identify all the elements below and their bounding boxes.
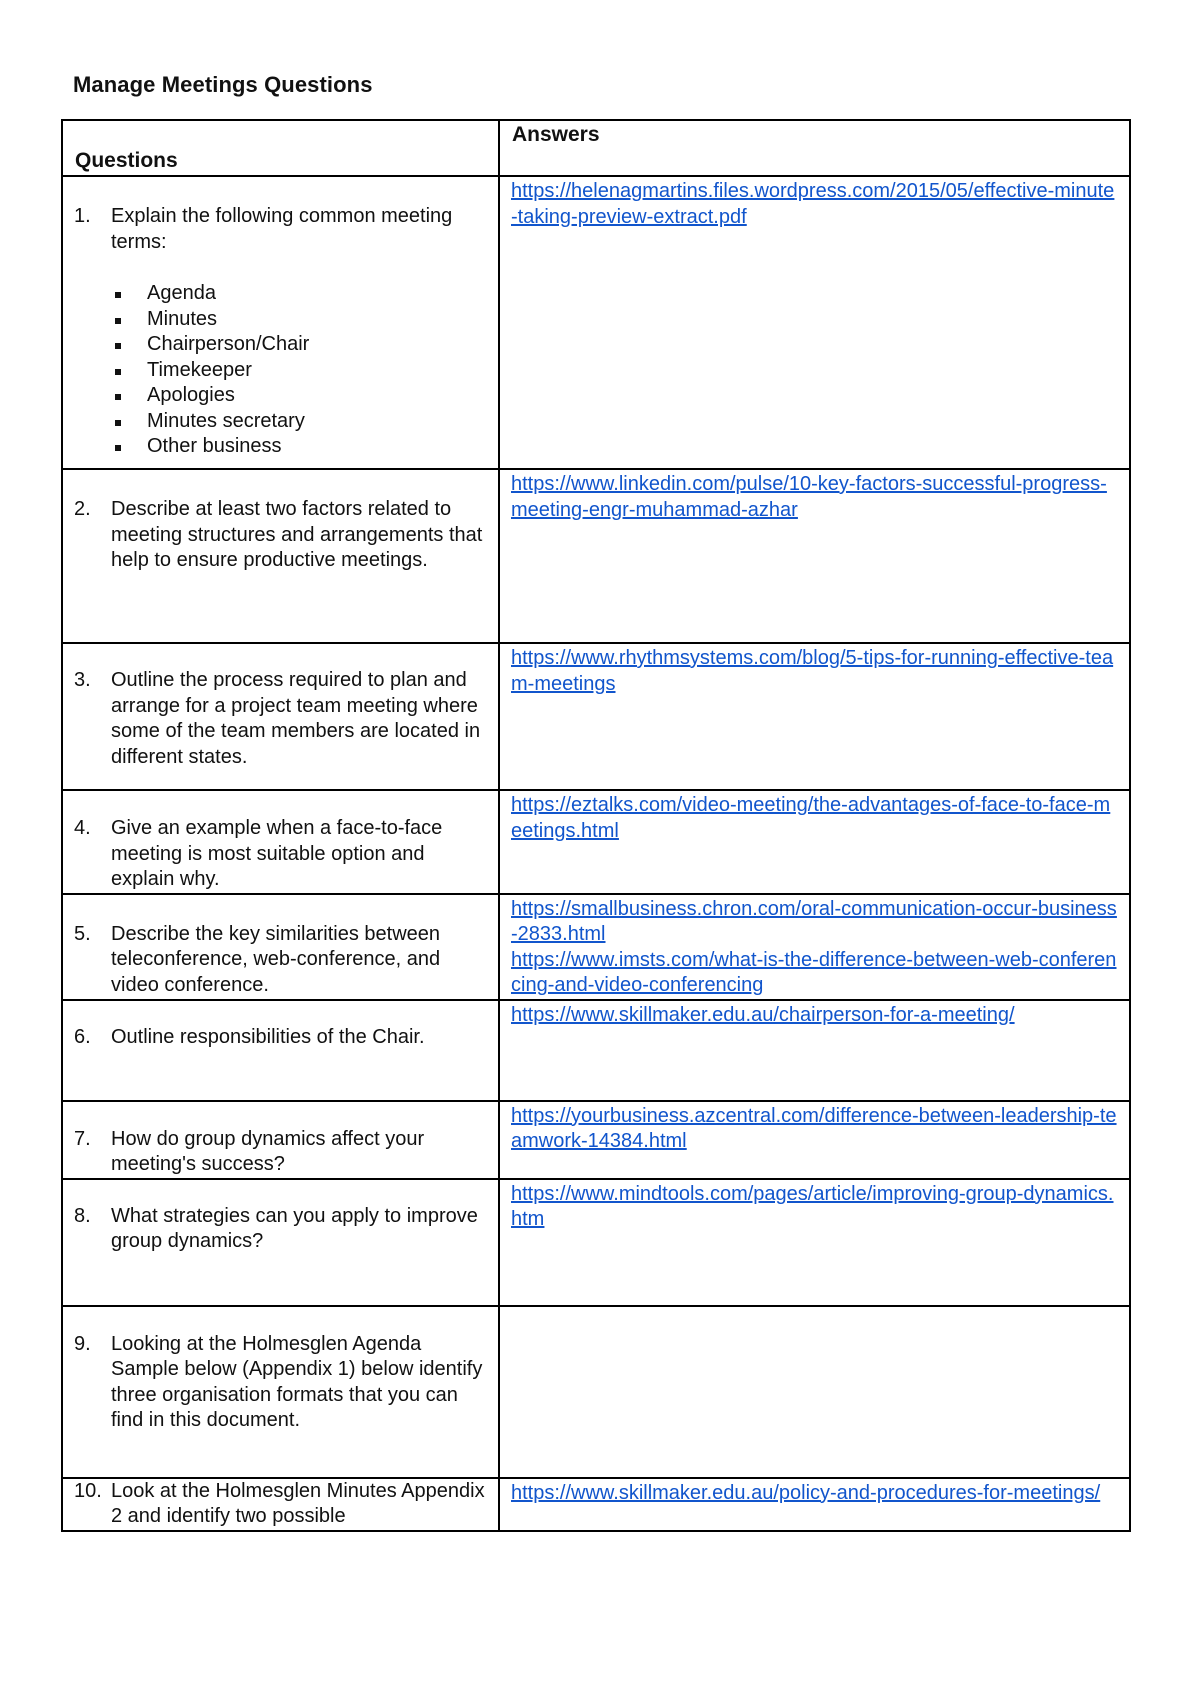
list-item: Agenda [111, 281, 488, 307]
table-row [62, 1000, 1130, 1101]
question-number: 2. [74, 498, 91, 520]
question-text: What strategies can you apply to improve group dynamics? [111, 1204, 478, 1252]
answer-link[interactable]: https://www.linkedin.com/pulse/10-key-factors-successful-progress-meeting-engr-muhammad-azhar [511, 473, 1107, 521]
question-content [63, 1479, 498, 1530]
answer-cell [499, 469, 1130, 643]
list-item: Minutes [111, 307, 488, 333]
question-cell [62, 1179, 499, 1306]
question-content [63, 1307, 498, 1434]
questions-column-header: Questions [75, 149, 178, 172]
question-cell [62, 1478, 499, 1531]
answer-content [500, 895, 1129, 999]
answer-cell [499, 176, 1130, 469]
answer-link[interactable]: https://www.imsts.com/what-is-the-difference-between-web-conferencing-and-video-conferencing [511, 948, 1117, 996]
question-text: Describe at least two factors related to meeting structures and arrangements that help to ensure productive meetings. [111, 498, 483, 571]
answer-link[interactable]: https://helenagmartins.files.wordpress.com/2015/05/effective-minute-taking-preview-extract.pdf [511, 180, 1115, 228]
answers-column-header-cell [499, 120, 1130, 176]
answer-content [500, 177, 1129, 230]
question-text: Outline the process required to plan and arrange for a project team meeting where some of the team members are located in different states. [111, 669, 481, 768]
questions-table [61, 119, 1131, 1532]
question-number: 1. [74, 205, 91, 227]
answer-link[interactable]: https://yourbusiness.azcentral.com/difference-between-leadership-teamwork-14384.html [511, 1104, 1117, 1152]
question-cell [62, 894, 499, 1000]
table-row [62, 1306, 1130, 1478]
question-cell [62, 1306, 499, 1478]
question-text: How do group dynamics affect your meeting's success? [111, 1127, 425, 1175]
answer-content [500, 791, 1129, 844]
question-content [63, 470, 498, 574]
list-item: Minutes secretary [111, 409, 488, 435]
question-content [63, 791, 498, 893]
meeting-terms-list [111, 281, 488, 460]
table-row [62, 469, 1130, 643]
question-cell [62, 1101, 499, 1179]
list-item: Chairperson/Chair [111, 332, 488, 358]
question-text: Outline responsibilities of the Chair. [111, 1025, 425, 1048]
answer-content [500, 1001, 1129, 1029]
list-item: Apologies [111, 383, 488, 409]
question-number: 7. [74, 1127, 91, 1150]
answers-column-header: Answers [512, 123, 600, 146]
answer-cell [499, 1306, 1130, 1478]
answer-content [500, 1479, 1129, 1507]
question-content [63, 895, 498, 999]
question-text: Describe the key similarities between teleconference, web-conference, and video conference. [111, 922, 441, 996]
question-text: Explain the following common meeting terms: [111, 205, 453, 253]
answer-link[interactable]: https://www.rhythmsystems.com/blog/5-tips-for-running-effective-team-meetings [511, 647, 1114, 695]
question-text: Looking at the Holmesglen Agenda Sample below (Appendix 1) below identify three organisation formats that you can find in this document. [111, 1332, 483, 1431]
question-number: 5. [74, 922, 91, 945]
answer-content [500, 1307, 1129, 1309]
table-row [62, 790, 1130, 894]
question-content [63, 644, 498, 770]
answer-cell [499, 1000, 1130, 1101]
question-cell [62, 469, 499, 643]
question-number: 4. [74, 817, 91, 839]
answer-cell [499, 1101, 1130, 1179]
table-row [62, 643, 1130, 790]
question-cell [62, 790, 499, 894]
answer-cell [499, 1478, 1130, 1531]
answer-link[interactable]: https://smallbusiness.chron.com/oral-communication-occur-business-2833.html [511, 897, 1117, 945]
question-number: 8. [74, 1204, 91, 1227]
answer-content [500, 470, 1129, 523]
answer-content [500, 644, 1129, 697]
question-cell [62, 1000, 499, 1101]
answer-content [500, 1102, 1129, 1155]
question-cell [62, 176, 499, 469]
answer-content [500, 1180, 1129, 1233]
list-item: Other business [111, 434, 488, 460]
question-content [63, 177, 498, 460]
table-header-row [62, 120, 1130, 176]
table-row [62, 1478, 1130, 1531]
question-content [63, 1102, 498, 1178]
document-title: Manage Meetings Questions [73, 72, 373, 97]
question-text: Give an example when a face-to-face meeting is most suitable option and explain why. [111, 817, 443, 890]
table-row [62, 1101, 1130, 1179]
questions-column-header-cell [62, 120, 499, 176]
answer-cell [499, 894, 1130, 1000]
table-row [62, 894, 1130, 1000]
answer-link[interactable]: https://eztalks.com/video-meeting/the-advantages-of-face-to-face-meetings.html [511, 794, 1111, 842]
table-row [62, 176, 1130, 469]
list-item: Timekeeper [111, 358, 488, 384]
question-number: 6. [74, 1025, 91, 1048]
question-number: 10. [74, 1479, 102, 1502]
question-number: 9. [74, 1332, 91, 1355]
question-text: Look at the Holmesglen Minutes Appendix 2 and identify two possible [111, 1479, 485, 1527]
answer-cell [499, 790, 1130, 894]
answer-cell [499, 643, 1130, 790]
question-content [63, 1001, 498, 1051]
answer-link[interactable]: https://www.skillmaker.edu.au/chairperson-for-a-meeting/ [511, 1003, 1015, 1026]
answer-link[interactable]: https://www.mindtools.com/pages/article/improving-group-dynamics.htm [511, 1182, 1114, 1230]
question-content [63, 1180, 498, 1255]
question-cell [62, 643, 499, 790]
answer-link[interactable]: https://www.skillmaker.edu.au/policy-and-procedures-for-meetings/ [511, 1481, 1101, 1504]
table-row [62, 1179, 1130, 1306]
answer-cell [499, 1179, 1130, 1306]
question-number: 3. [74, 669, 91, 691]
